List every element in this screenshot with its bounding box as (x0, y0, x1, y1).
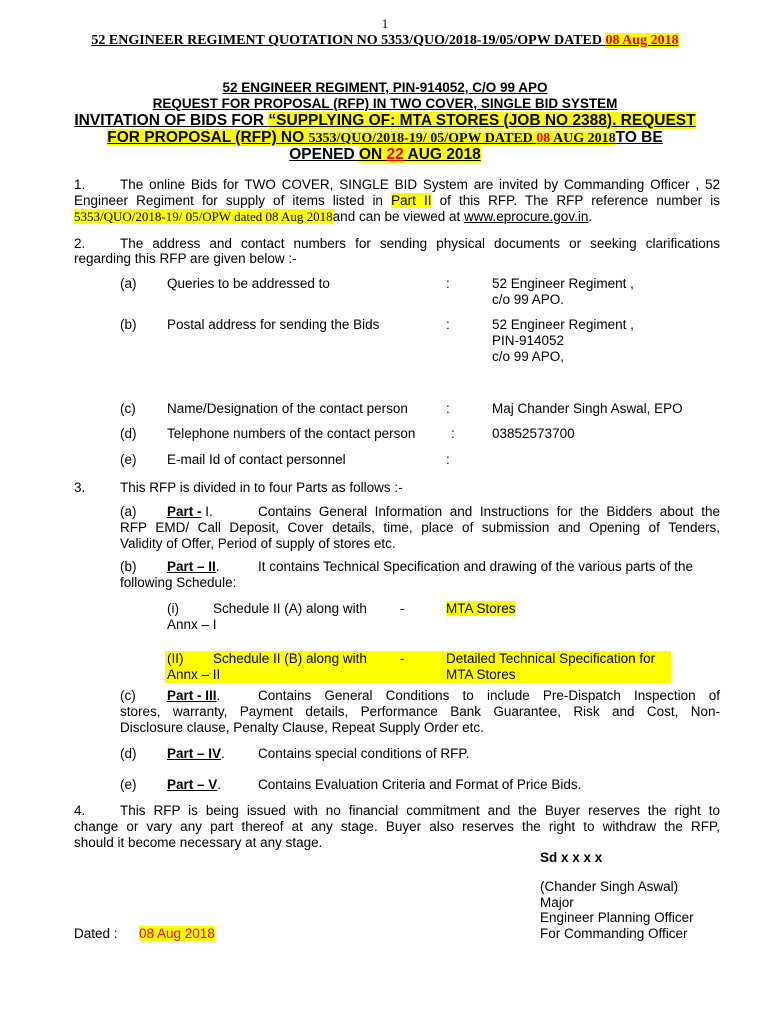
part-ii-line-2: following Schedule: (120, 575, 237, 590)
dated-label: Dated : (74, 926, 118, 941)
part-i-label: Part - I. (167, 504, 213, 519)
paragraph-2-number: 2. (74, 236, 86, 251)
paragraph-1-line-1: The online Bids for TWO COVER, SINGLE BID System are invited by Commanding Officer , 52 (120, 177, 720, 192)
paragraph-3-intro: This RFP is divided in to four Parts as follows :- (120, 480, 403, 495)
signatory-rank: Major (540, 895, 574, 910)
quotation-title-text: 52 ENGINEER REGIMENT QUOTATION NO 5353/QUO/2018-19/05/OPW DATED (91, 33, 602, 48)
part-iii-line-3: Disclosure clause, Penalty Clause, Repeat Supply Order etc. (120, 720, 484, 735)
signatory-for: For Commanding Officer (540, 926, 688, 941)
paragraph-4-line-1: This RFP is being issued with no financial commitment and the Buyer reserves the right to (120, 803, 720, 818)
header-line-1: 52 ENGINEER REGIMENT, PIN-914052, C/O 99 APO (222, 80, 548, 95)
part-iv-text: Contains special conditions of RFP. (258, 746, 470, 761)
paragraph-4-number: 4. (74, 803, 86, 818)
signatory-designation: Engineer Planning Officer (540, 910, 694, 925)
part-i-line-3: Validity of Offer, Period of supply of stores etc. (120, 536, 396, 551)
part-ii-line-1: It contains Technical Specification and drawing of the various parts of the (258, 559, 694, 574)
paragraph-2-line-1: The address and contact numbers for sending physical documents or seeking clarifications (120, 236, 720, 251)
document-page: 1 52 ENGINEER REGIMENT QUOTATION NO 5353/QUO/2018-19/05/OPW DATED 08 Aug 2018 52 ENGINEER REGIMENT, PIN-914052, C/O 99 APO REQUEST FOR PROPOSAL (RFP) IN TWO COVER, SINGLE BID SYSTEM INVITATION OF BIDS FOR “SUPPLYING OF: MTA STORES (JOB NO 2388). REQUEST FOR PROPOSAL (RFP) NO 5353/QUO/2018-19/ 05/OPW DATED 08 AUG 2018TO BE OPENED ON 22 AUG 2018 1. The online Bids for TWO COVER, SINGLE BID System are invited by Commanding Officer , 52 Engineer Regiment for supply of items listed in Part II of this RFP. The RFP reference number is 5353/QUO/2018-19/ 05/OPW dated 08 Aug 2018and can be viewed at www.eprocure.gov.in. 2. The address and contact numbers for sending physical documents or seeking clarifications regarding this RFP are given below :- (a) Queries to be addressed to : 52 Engineer Regiment , c/o 99 APO. (b) Postal address for sending the Bids : 52 Engineer Regiment , PIN-914052 c/o 99 APO, (c) Name/Designation of the contact person : Maj Chander Singh Aswal, EPO (d) Telephone numbers of the contact person : 03852573700 (e) E-mail Id of contact personnel : 3. This RFP is divided in to four Parts as follows :- (a) Part - I. Contains General Information and Instructions for the Bidders about the RFP EMD/ Call Deposit, Cover details, time, place of submission and Opening of Tenders, Validity of Offer, Period of supply of stores etc. (b) Part – II. It contains Technical Specification and drawing of the various parts of the following Schedule: (i) Schedule II (A) along with Annx – I - MTA Stores (II) Schedule II (B) along with Annx – II - Detailed Technical Specification for MTA Stores (c) Part - III. Contains General Conditions to include Pre-Dispatch Inspection of stores, warranty, Payment details, Performance Bank Guarantee, Risk and Cost, Non- Disclosure clause, Penalty Clause, Repeat Supply Order etc. (d) Part – IV. Contains special conditions of RFP. (e) Part – V. Contains Evaluation Criteria and Format of Price Bids. 4. This RFP is being issued with no financial commitment and the Buyer reserves the right to change or vary any part thereof at any stage. Buyer also reserves the right to withdraw the RFP, should it become necessary at any stage. Sd x x x x (Chander Singh Aswal) Major Engineer Planning Officer For Commanding Officer Dated : 08 Aug 2018 (0, 0, 770, 1024)
dated-value: 08 Aug 2018 (139, 926, 215, 941)
paragraph-4-line-2: change or vary any part thereof at any stage. Buyer also reserves the right to withdraw the RFP, (74, 819, 720, 834)
part-i-line-2: RFP EMD/ Call Deposit, Cover details, time, place of submission and Opening of Tenders, (120, 520, 720, 535)
invitation-line-3: OPENED ON 22 AUG 2018 (289, 146, 481, 163)
invitation-line-2: FOR PROPOSAL (RFP) NO 5353/QUO/2018-19/ 05/OPW DATED 08 AUG 2018TO BE (107, 129, 663, 146)
signatory-name: (Chander Singh Aswal) (540, 879, 679, 894)
paragraph-1-line-2: Engineer Regiment for supply of items listed in Part II of this RFP. The RFP reference number is (74, 193, 720, 208)
part-i-line-1: Contains General Information and Instructions for the Bidders about the (258, 504, 720, 519)
header-line-2: REQUEST FOR PROPOSAL (RFP) IN TWO COVER, SINGLE BID SYSTEM (152, 96, 618, 111)
paragraph-1-number: 1. (74, 177, 86, 192)
paragraph-1-line-3: 5353/QUO/2018-19/ 05/OPW dated 08 Aug 2018and can be viewed at www.eprocure.gov.in. (74, 209, 593, 224)
invitation-line-1: INVITATION OF BIDS FOR “SUPPLYING OF: MTA STORES (JOB NO 2388). REQUEST (74, 112, 696, 129)
paragraph-4-line-3: should it become necessary at any stage. (74, 835, 323, 850)
part-ii-label: Part – II. (167, 559, 220, 574)
quotation-title (0, 33, 770, 49)
paragraph-3-number: 3. (74, 480, 86, 495)
quotation-date: 08 Aug 2018 (605, 33, 679, 48)
signature-sd: Sd x x x x (540, 850, 603, 865)
part-iii-label: Part - III. (167, 688, 221, 703)
part-v-label: Part – V. (167, 777, 222, 792)
page-number: 1 (381, 16, 389, 31)
eprocure-link[interactable]: www.eprocure.gov.in (464, 209, 589, 224)
part-v-text: Contains Evaluation Criteria and Format of Price Bids. (258, 777, 582, 792)
part-iv-label: Part – IV. (167, 746, 225, 761)
paragraph-2-line-2: regarding this RFP are given below :- (74, 251, 297, 266)
part-iii-line-1: Contains General Conditions to include Pre-Dispatch Inspection of (258, 688, 720, 703)
part-iii-line-2: stores, warranty, Payment details, Performance Bank Guarantee, Risk and Cost, Non- (120, 704, 720, 719)
